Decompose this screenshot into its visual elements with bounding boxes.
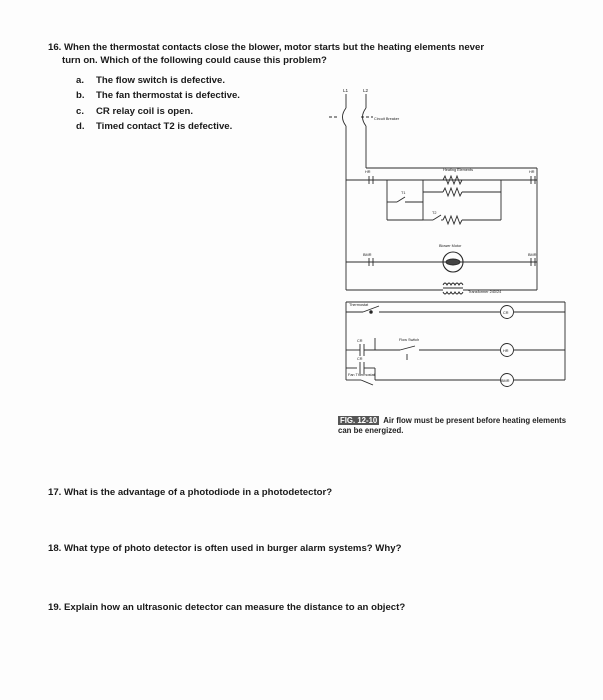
label-circuit-breaker: Circuit Breaker: [374, 117, 400, 121]
label-l1: L1: [343, 88, 349, 93]
label-l2: L2: [363, 88, 369, 93]
label-heating-elements: Heating Elements: [443, 168, 473, 172]
label-blower-motor: Blower Motor: [439, 244, 462, 248]
question-16: [48, 42, 568, 67]
label-cr-contact-2: CR: [357, 357, 363, 361]
label-thermostat: Thermostat: [349, 303, 369, 307]
coil-cr: CR: [503, 311, 509, 315]
option-c: c. CR relay coil is open.: [76, 105, 194, 117]
label-hr-left: HR: [365, 170, 371, 174]
label-flow-switch: Flow Switch: [399, 338, 420, 342]
question-16-line-1: 16. When the thermostat contacts close the blower, motor starts but the heating elements never: [48, 42, 485, 53]
coil-bmr: BMR: [501, 379, 510, 383]
ladder-diagram: [325, 80, 570, 410]
question-16-options: [76, 73, 240, 135]
label-t2: T2: [432, 211, 437, 215]
label-fan-thermostat: Fan Thermostat: [348, 373, 375, 377]
question-18: 18. What type of photo detector is often used in burger alarm systems? Why?: [48, 543, 402, 554]
label-bmr-left: BMR: [363, 253, 372, 257]
coil-hr: HR: [503, 349, 509, 353]
label-hr-right: HR: [529, 170, 535, 174]
figure-caption: [338, 416, 568, 436]
option-a: a. The flow switch is defective.: [76, 75, 226, 86]
label-transformer: Transformer 240/24: [468, 290, 502, 294]
question-16-line-2: turn on. Which of the following could cause this problem?: [62, 54, 327, 66]
label-t1: T1: [401, 191, 406, 195]
label-cr-contact-1: CR: [357, 339, 363, 343]
figure-caption-text: Air flow must be present before heating elements can be energized.: [338, 416, 567, 435]
figure-number: FIG. 12-10: [340, 416, 378, 425]
label-bmr-right: BMR: [528, 253, 537, 257]
option-d: d. Timed contact T2 is defective.: [76, 121, 233, 133]
question-17: 17. What is the advantage of a photodiode in a photodetector?: [48, 487, 333, 498]
option-b: b. The fan thermostat is defective.: [76, 90, 240, 102]
question-19: 19. Explain how an ultrasonic detector can measure the distance to an object?: [48, 602, 406, 613]
